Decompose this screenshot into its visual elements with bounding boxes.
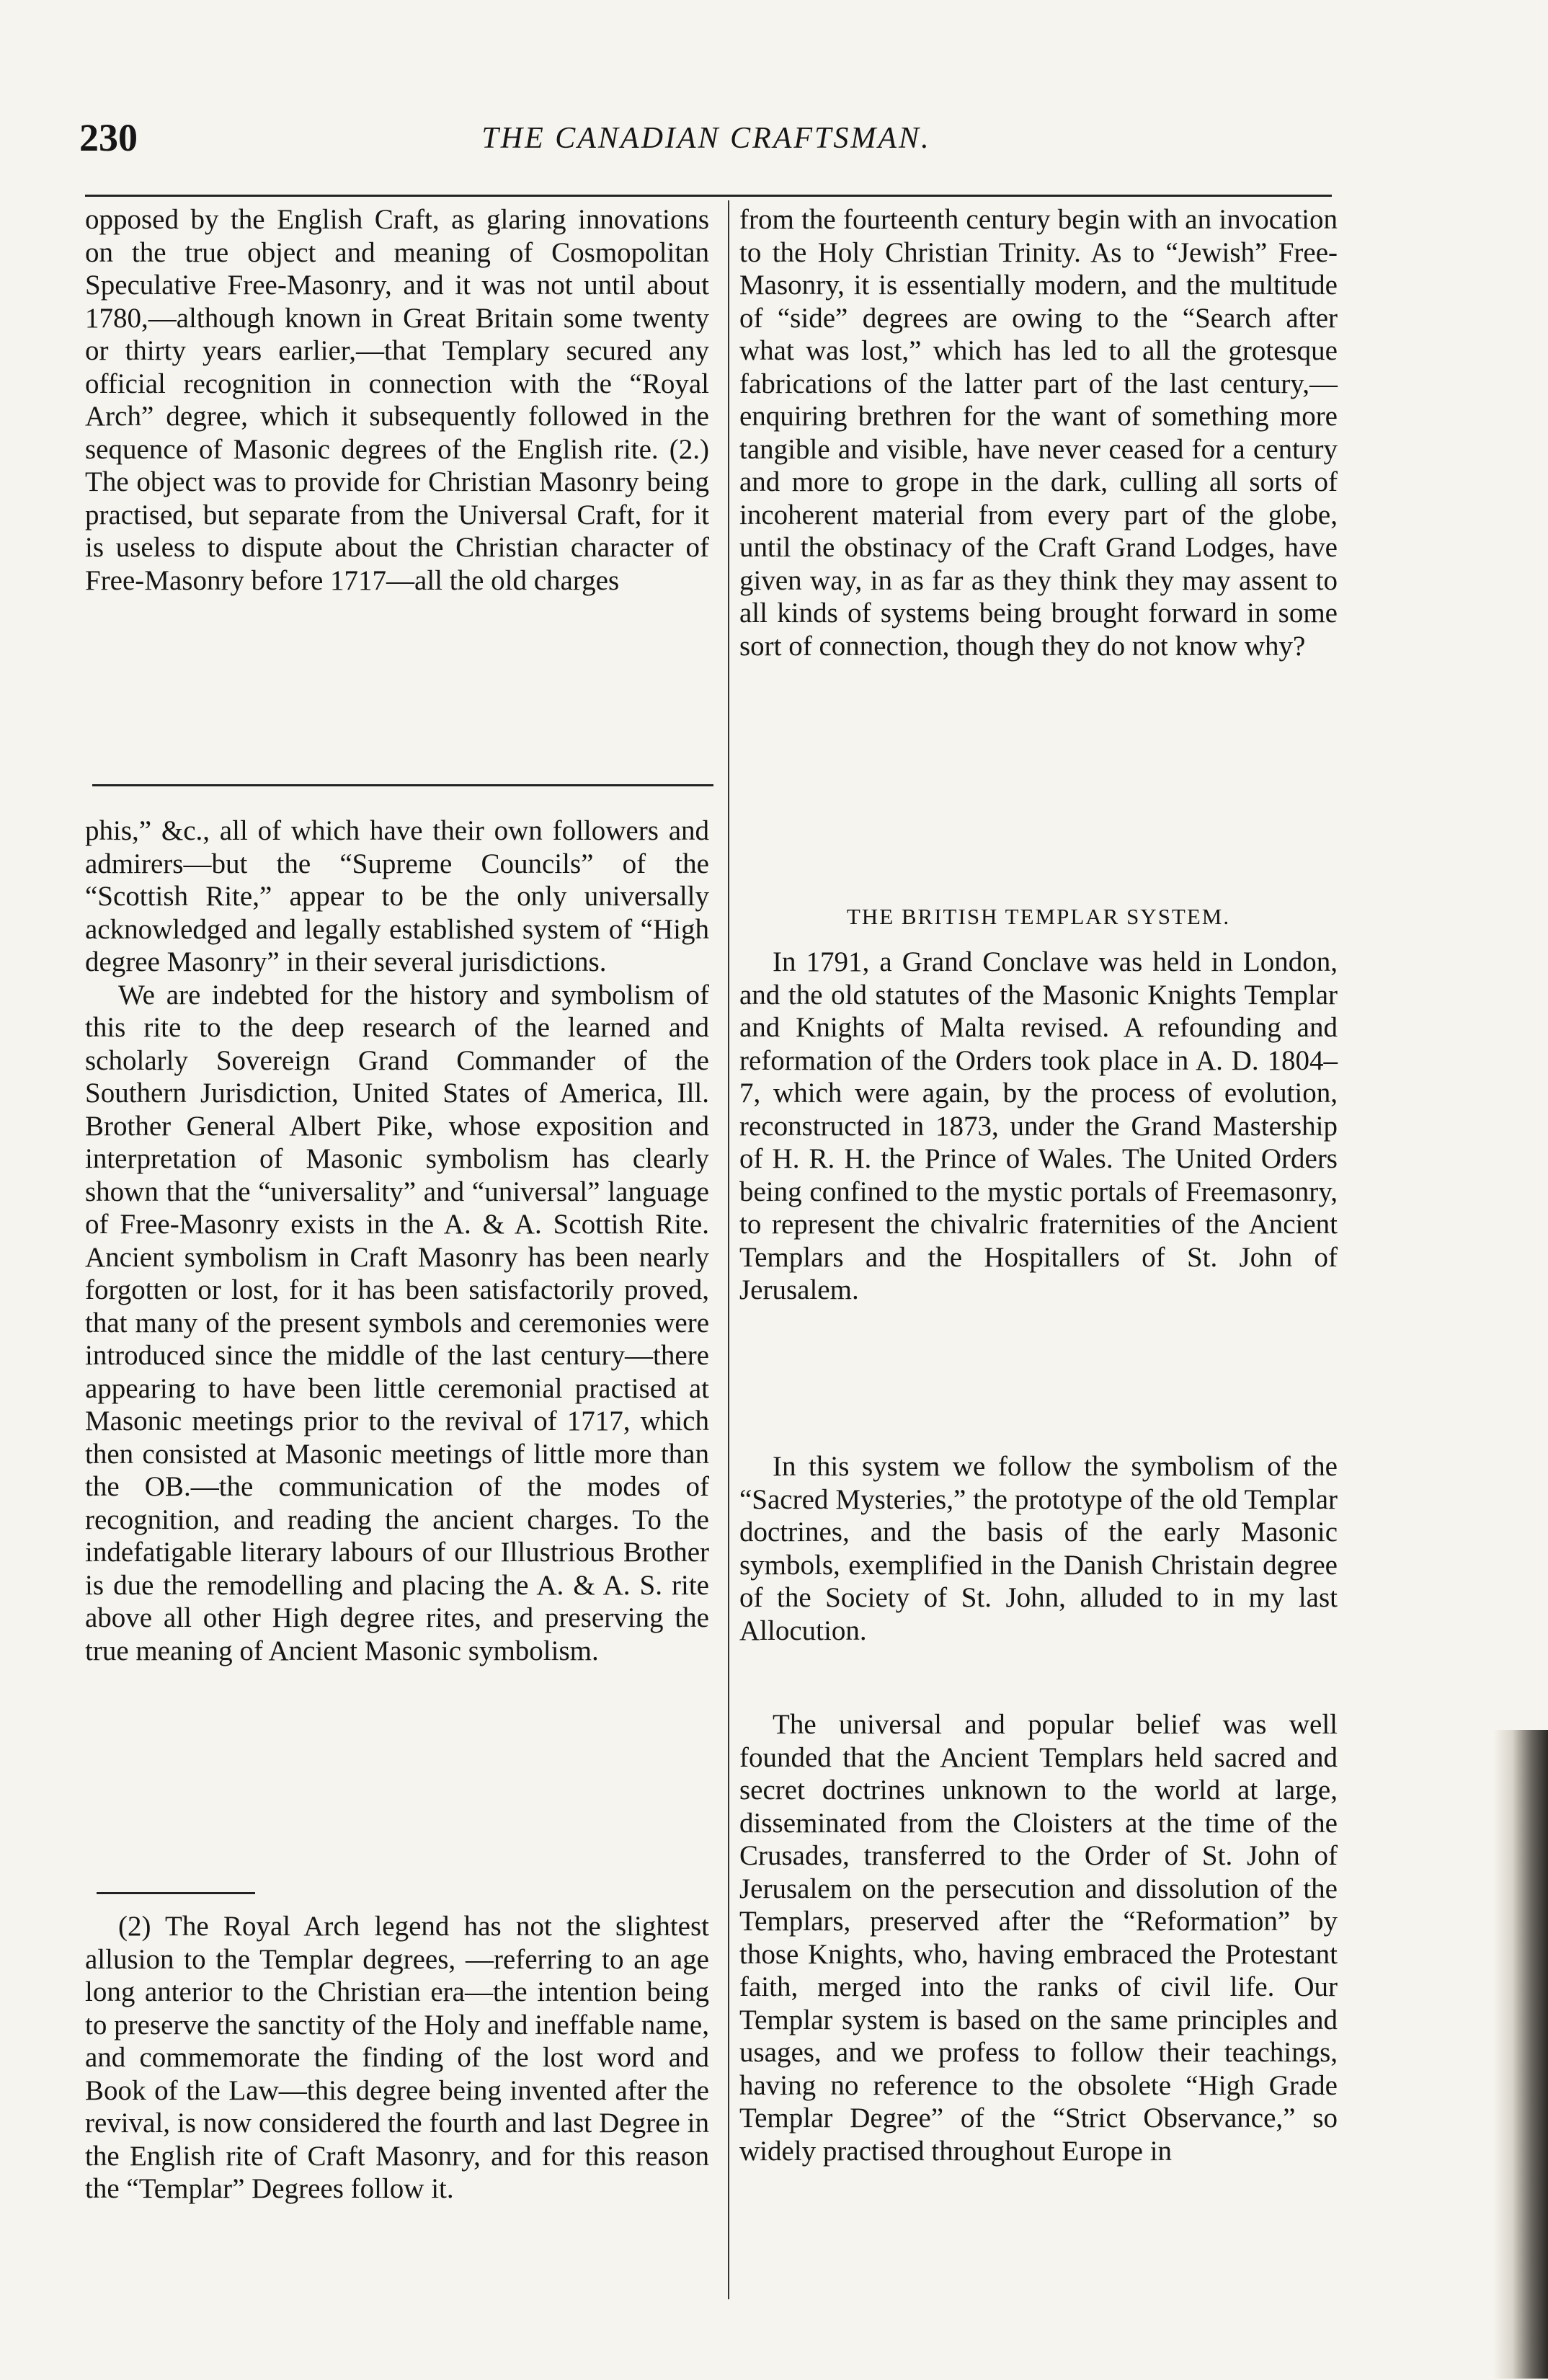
column-divider bbox=[728, 200, 729, 2299]
right-paragraph-belief bbox=[739, 1708, 1338, 2167]
header-rule bbox=[85, 195, 1332, 197]
footnote bbox=[85, 1910, 709, 2206]
right-paragraph-1791 bbox=[739, 946, 1338, 1307]
page-header bbox=[79, 115, 1333, 173]
footnote-text: (2) The Royal Arch legend has not the slightest allusion to the Templar degrees, —referring to an age long anterior to the Christian era—the intention being to preserve the sanctity of the Holy and ineffable name, and commemorate the finding of the lost word and Book of the Law—this degree being invented after the revival, is now considered the fourth and last Degree in the English rite of Craft Masonry, and for this reason the “Templar” Degrees follow it. bbox=[85, 1911, 709, 2204]
right-top-paragraph: from the fourteenth century begin with an invocation to the Holy Christian Trinity. As to “Jewish” Free-Masonry, it is essentially modern, and the multitude of “side” degrees are owing to the “Search after what was lost,” which has led to all the grotesque fabrications of the latter part of the last century,—enquiring brethren for the want of something more tangible and visible, have never ceased for a century and more to grope in the dark, culling all sorts of incoherent material from every part of the globe, until the obstinacy of the Craft Grand Lodges, have given way, in as far as they think they may assent to all kinds of systems being brought forward in some sort of connection, though they do not know why? bbox=[739, 204, 1338, 662]
paragraph-grand-conclave: In 1791, a Grand Conclave was held in London, and the old statutes of the Masonic Knights Templar and Knights of Malta revised. A refounding and reformation of the Orders took place in A. D. 1804–7, which were again, by the process of evolution, reconstructed in 1873, under the Grand Mastership of H. R. H. the Prince of Wales. The United Orders being confined to the mystic portals of Freemasonry, to represent the chivalric fraternities of the Ancient Templars and the Hospitallers of St. John of Jerusalem. bbox=[739, 946, 1338, 1305]
left-top-paragraph: opposed by the English Craft, as glaring innovations on the true object and meaning of Cosmopolitan Speculative Free-Masonry, and it was not until about 1780,—although known in Great Britain some twenty or thirty years earlier,—that Templary secured any official recognition in connection with the “Royal Arch” degree, which it subsequently followed in the sequence of Masonic degrees of the English rite. (2.) The object was to provide for Christian Masonry being practised, but separate from the Universal Craft, for it is useless to dispute about the Christian character of Free-Masonry before 1717—all the old charges bbox=[85, 204, 709, 596]
paragraph-sacred-mysteries: In this system we follow the symbolism of the “Sacred Mysteries,” the prototype of the old Templar doctrines, and the basis of the early Masonic symbols, exemplified in the Danish Christain degree of the Society of St. John, alluded to in my last Allocution. bbox=[739, 1451, 1338, 1646]
right-column-continued-text bbox=[739, 203, 1338, 662]
left-column-continued-text bbox=[85, 203, 709, 597]
section-heading: THE BRITISH TEMPLAR SYSTEM. bbox=[846, 904, 1231, 929]
page-number: 230 bbox=[79, 116, 138, 159]
paragraph-universal-belief: The universal and popular belief was well founded that the Ancient Templars held sacred and secret doctrines unknown to the world at large, disseminated from the Cloisters at the time of the Crusades, transferred to the Order of St. John of Jerusalem on the persecution and dissolution of the Templars, preserved after the “Reformation” by those Knights, who, having embraced the Protestant faith, merged into the ranks of civil life. Our Templar system is based on the same principles and usages, and we profess to follow their teachings, having no reference to the obsolete “High Grade Templar Degree” of the “Strict Observance,” so widely practised throughout Europe in bbox=[739, 1709, 1338, 2167]
left-column-rule bbox=[92, 784, 713, 786]
left-paragraph-pike: We are indebted for the history and symbolism of this rite to the deep research of the learned and scholarly Sovereign Grand Commander of the Southern Jurisdiction, United States of America, Ill. Brother General Albert Pike, whose exposition and interpretation of Masonic symbolism has clearly shown that the “universality” and “universal” language of Free-Masonry exists in the A. & A. Scottish Rite. Ancient symbolism in Craft Masonry has been nearly forgotten or lost, for it has been satisfactorily proved, that many of the present symbols and ceremonies were introduced since the middle of the last century—there appearing to have been little ceremonial practised at Masonic meetings prior to the revival of 1717, which then consisted at Masonic meetings of little more than the OB.—the communication of the modes of recognition, and reading the ancient charges. To the indefatigable literary labours of our Illustrious Brother is due the remodelling and placing the A. & A. S. rite above all other High degree rites, and preserving the true meaning of Ancient Masonic symbolism. bbox=[85, 979, 709, 1666]
left-column-main bbox=[85, 814, 709, 1667]
running-head: THE CANADIAN CRAFTSMAN. bbox=[481, 122, 931, 155]
right-paragraph-symbolism bbox=[739, 1450, 1338, 1647]
footnote-rule bbox=[97, 1892, 255, 1894]
binding-edge-shadow bbox=[1493, 1730, 1548, 2379]
left-continuation-paragraph: phis,” &c., all of which have their own followers and admirers—but the “Supreme Councils” of the “Scottish Rite,” appear to be the only universally acknowledged and legally established system of “High degree Masonry” in their several jurisdictions. bbox=[85, 815, 709, 977]
